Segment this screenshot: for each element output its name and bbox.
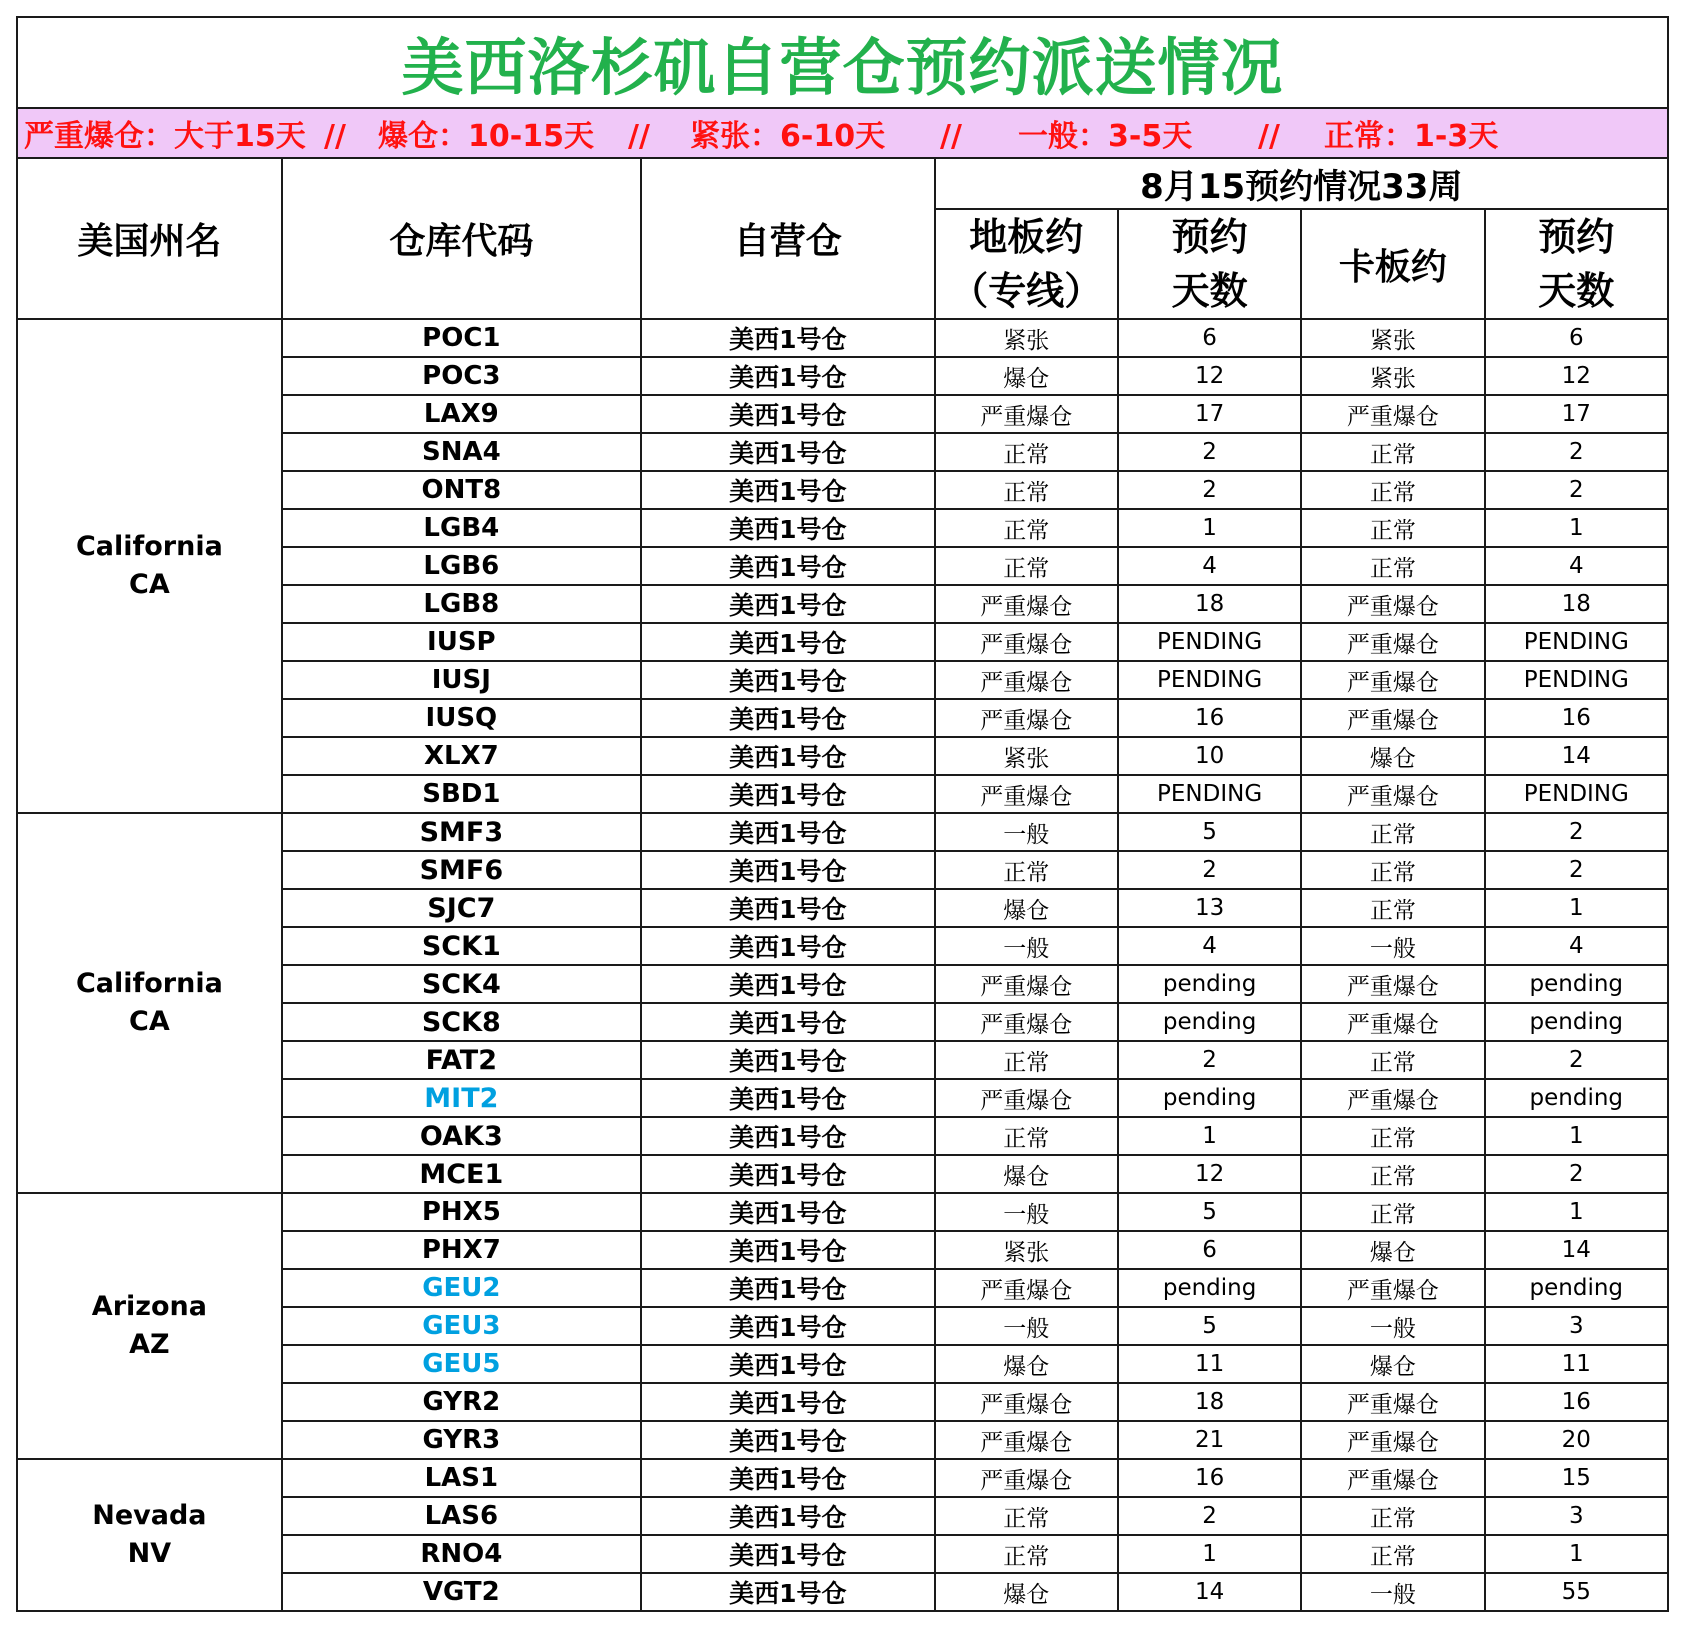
warehouse-code: PHX5 xyxy=(282,1193,641,1231)
warehouse-code: OAK3 xyxy=(282,1117,641,1155)
pallet-status: 爆仓 xyxy=(1301,1231,1484,1269)
warehouse-name: 美西1号仓 xyxy=(641,965,935,1003)
pallet-days: PENDING xyxy=(1485,661,1668,699)
floor-status: 严重爆仓 xyxy=(935,395,1118,433)
header-code: 仓库代码 xyxy=(282,158,641,319)
floor-status: 正常 xyxy=(935,547,1118,585)
warehouse-name: 美西1号仓 xyxy=(641,1383,935,1421)
pallet-days: 20 xyxy=(1485,1421,1668,1459)
warehouse-name: 美西1号仓 xyxy=(641,661,935,699)
floor-days: 2 xyxy=(1118,1041,1301,1079)
pallet-days: 4 xyxy=(1485,927,1668,965)
pallet-days: 16 xyxy=(1485,699,1668,737)
warehouse-name: 美西1号仓 xyxy=(641,547,935,585)
floor-status: 正常 xyxy=(935,1497,1118,1535)
floor-days: PENDING xyxy=(1118,661,1301,699)
floor-status: 严重爆仓 xyxy=(935,623,1118,661)
warehouse-code: IUSP xyxy=(282,623,641,661)
pallet-status: 正常 xyxy=(1301,1155,1484,1193)
warehouse-code: SNA4 xyxy=(282,433,641,471)
pallet-status: 严重爆仓 xyxy=(1301,965,1484,1003)
floor-days: PENDING xyxy=(1118,623,1301,661)
warehouse-name: 美西1号仓 xyxy=(641,1155,935,1193)
pallet-days: 11 xyxy=(1485,1345,1668,1383)
warehouse-code: LAS1 xyxy=(282,1459,641,1497)
warehouse-code: GYR3 xyxy=(282,1421,641,1459)
pallet-days: 6 xyxy=(1485,319,1668,357)
floor-days: 14 xyxy=(1118,1573,1301,1611)
floor-days: pending xyxy=(1118,1269,1301,1307)
pallet-days: 55 xyxy=(1485,1573,1668,1611)
pallet-status: 正常 xyxy=(1301,1193,1484,1231)
floor-status: 严重爆仓 xyxy=(935,699,1118,737)
warehouse-code: XLX7 xyxy=(282,737,641,775)
table-row xyxy=(17,319,1668,357)
state-name: California CA xyxy=(17,319,282,813)
pallet-days: 16 xyxy=(1485,1383,1668,1421)
schedule-table xyxy=(16,16,1669,1612)
warehouse-name: 美西1号仓 xyxy=(641,1079,935,1117)
pallet-days: PENDING xyxy=(1485,623,1668,661)
warehouse-name: 美西1号仓 xyxy=(641,699,935,737)
floor-status: 正常 xyxy=(935,509,1118,547)
pallet-days: 3 xyxy=(1485,1307,1668,1345)
warehouse-name: 美西1号仓 xyxy=(641,357,935,395)
floor-days: 12 xyxy=(1118,357,1301,395)
warehouse-code: POC3 xyxy=(282,357,641,395)
pallet-status: 严重爆仓 xyxy=(1301,623,1484,661)
floor-days: pending xyxy=(1118,1079,1301,1117)
warehouse-name: 美西1号仓 xyxy=(641,889,935,927)
floor-status: 正常 xyxy=(935,1535,1118,1573)
floor-days: 2 xyxy=(1118,851,1301,889)
pallet-days: 1 xyxy=(1485,1193,1668,1231)
pallet-days: 18 xyxy=(1485,585,1668,623)
floor-status: 严重爆仓 xyxy=(935,1383,1118,1421)
floor-days: 18 xyxy=(1118,1383,1301,1421)
floor-status: 正常 xyxy=(935,471,1118,509)
pallet-days: pending xyxy=(1485,1079,1668,1117)
header-floor: 地板约（专线） xyxy=(935,209,1118,319)
floor-status: 严重爆仓 xyxy=(935,661,1118,699)
floor-days: 16 xyxy=(1118,1459,1301,1497)
pallet-days: 1 xyxy=(1485,1535,1668,1573)
floor-days: 16 xyxy=(1118,699,1301,737)
floor-status: 一般 xyxy=(935,813,1118,851)
floor-days: pending xyxy=(1118,965,1301,1003)
warehouse-code: GEU3 xyxy=(282,1307,641,1345)
pallet-status: 严重爆仓 xyxy=(1301,699,1484,737)
legend-separator: // xyxy=(628,119,650,154)
floor-status: 爆仓 xyxy=(935,1573,1118,1611)
warehouse-name: 美西1号仓 xyxy=(641,433,935,471)
warehouse-code: MIT2 xyxy=(282,1079,641,1117)
warehouse-name: 美西1号仓 xyxy=(641,927,935,965)
floor-status: 正常 xyxy=(935,851,1118,889)
warehouse-code: LGB6 xyxy=(282,547,641,585)
pallet-days: pending xyxy=(1485,1003,1668,1041)
floor-days: 2 xyxy=(1118,433,1301,471)
warehouse-name: 美西1号仓 xyxy=(641,1193,935,1231)
floor-status: 严重爆仓 xyxy=(935,1459,1118,1497)
floor-days: 5 xyxy=(1118,1307,1301,1345)
warehouse-code: LAX9 xyxy=(282,395,641,433)
floor-status: 正常 xyxy=(935,1041,1118,1079)
warehouse-name: 美西1号仓 xyxy=(641,509,935,547)
pallet-days: 1 xyxy=(1485,1117,1668,1155)
pallet-days: 3 xyxy=(1485,1497,1668,1535)
warehouse-name: 美西1号仓 xyxy=(641,737,935,775)
header-warehouse: 自营仓 xyxy=(641,158,935,319)
warehouse-name: 美西1号仓 xyxy=(641,623,935,661)
table-row xyxy=(17,1459,1668,1497)
page-title: 美西洛杉矶自营仓预约派送情况 xyxy=(17,17,1668,108)
pallet-status: 严重爆仓 xyxy=(1301,775,1484,813)
pallet-days: 14 xyxy=(1485,737,1668,775)
pallet-status: 严重爆仓 xyxy=(1301,1079,1484,1117)
floor-status: 严重爆仓 xyxy=(935,585,1118,623)
floor-status: 爆仓 xyxy=(935,1345,1118,1383)
legend-bar xyxy=(17,108,1668,158)
warehouse-code: GEU2 xyxy=(282,1269,641,1307)
warehouse-name: 美西1号仓 xyxy=(641,1497,935,1535)
pallet-status: 严重爆仓 xyxy=(1301,1383,1484,1421)
warehouse-code: SBD1 xyxy=(282,775,641,813)
pallet-status: 正常 xyxy=(1301,813,1484,851)
warehouse-code: GYR2 xyxy=(282,1383,641,1421)
floor-days: pending xyxy=(1118,1003,1301,1041)
floor-status: 严重爆仓 xyxy=(935,775,1118,813)
floor-days: PENDING xyxy=(1118,775,1301,813)
pallet-status: 紧张 xyxy=(1301,357,1484,395)
floor-days: 18 xyxy=(1118,585,1301,623)
pallet-days: 2 xyxy=(1485,1155,1668,1193)
warehouse-code: SCK1 xyxy=(282,927,641,965)
pallet-days: 15 xyxy=(1485,1459,1668,1497)
header-floor-days: 预约天数 xyxy=(1118,209,1301,319)
pallet-days: PENDING xyxy=(1485,775,1668,813)
floor-status: 紧张 xyxy=(935,1231,1118,1269)
pallet-days: 2 xyxy=(1485,471,1668,509)
pallet-status: 严重爆仓 xyxy=(1301,1421,1484,1459)
warehouse-code: FAT2 xyxy=(282,1041,641,1079)
warehouse-name: 美西1号仓 xyxy=(641,1421,935,1459)
warehouse-name: 美西1号仓 xyxy=(641,1003,935,1041)
pallet-status: 严重爆仓 xyxy=(1301,1269,1484,1307)
pallet-status: 严重爆仓 xyxy=(1301,1459,1484,1497)
warehouse-code: IUSQ xyxy=(282,699,641,737)
warehouse-name: 美西1号仓 xyxy=(641,1307,935,1345)
pallet-status: 一般 xyxy=(1301,1573,1484,1611)
floor-status: 一般 xyxy=(935,1307,1118,1345)
warehouse-name: 美西1号仓 xyxy=(641,319,935,357)
warehouse-code: SMF3 xyxy=(282,813,641,851)
pallet-status: 一般 xyxy=(1301,927,1484,965)
floor-status: 爆仓 xyxy=(935,357,1118,395)
pallet-status: 严重爆仓 xyxy=(1301,1003,1484,1041)
warehouse-code: MCE1 xyxy=(282,1155,641,1193)
warehouse-code: GEU5 xyxy=(282,1345,641,1383)
floor-days: 1 xyxy=(1118,1117,1301,1155)
warehouse-name: 美西1号仓 xyxy=(641,1231,935,1269)
legend-normal-ish: 一般：3-5天 xyxy=(1018,119,1193,154)
warehouse-name: 美西1号仓 xyxy=(641,851,935,889)
floor-days: 6 xyxy=(1118,319,1301,357)
legend-separator: // xyxy=(1258,119,1280,154)
pallet-status: 正常 xyxy=(1301,1497,1484,1535)
floor-days: 17 xyxy=(1118,395,1301,433)
pallet-status: 正常 xyxy=(1301,1041,1484,1079)
pallet-days: 17 xyxy=(1485,395,1668,433)
pallet-status: 正常 xyxy=(1301,547,1484,585)
warehouse-name: 美西1号仓 xyxy=(641,1459,935,1497)
pallet-status: 正常 xyxy=(1301,471,1484,509)
floor-days: 12 xyxy=(1118,1155,1301,1193)
legend-separator: // xyxy=(324,119,346,154)
pallet-status: 正常 xyxy=(1301,433,1484,471)
pallet-status: 紧张 xyxy=(1301,319,1484,357)
floor-days: 13 xyxy=(1118,889,1301,927)
table-row xyxy=(17,1193,1668,1231)
pallet-days: pending xyxy=(1485,965,1668,1003)
header-state: 美国州名 xyxy=(17,158,282,319)
pallet-days: 2 xyxy=(1485,813,1668,851)
warehouse-name: 美西1号仓 xyxy=(641,1269,935,1307)
floor-status: 紧张 xyxy=(935,319,1118,357)
floor-days: 1 xyxy=(1118,509,1301,547)
pallet-days: pending xyxy=(1485,1269,1668,1307)
floor-status: 紧张 xyxy=(935,737,1118,775)
warehouse-code: SCK8 xyxy=(282,1003,641,1041)
state-name: Arizona AZ xyxy=(17,1193,282,1459)
warehouse-code: ONT8 xyxy=(282,471,641,509)
warehouse-code: RNO4 xyxy=(282,1535,641,1573)
legend-full: 爆仓：10-15天 xyxy=(378,119,594,154)
state-name: California CA xyxy=(17,813,282,1193)
floor-days: 6 xyxy=(1118,1231,1301,1269)
floor-status: 严重爆仓 xyxy=(935,1421,1118,1459)
floor-status: 爆仓 xyxy=(935,1155,1118,1193)
floor-days: 10 xyxy=(1118,737,1301,775)
warehouse-name: 美西1号仓 xyxy=(641,775,935,813)
floor-days: 1 xyxy=(1118,1535,1301,1573)
floor-days: 5 xyxy=(1118,813,1301,851)
pallet-status: 正常 xyxy=(1301,1535,1484,1573)
pallet-days: 1 xyxy=(1485,889,1668,927)
legend-severe: 严重爆仓：大于15天 xyxy=(24,119,306,154)
pallet-status: 严重爆仓 xyxy=(1301,395,1484,433)
warehouse-name: 美西1号仓 xyxy=(641,1345,935,1383)
warehouse-name: 美西1号仓 xyxy=(641,1117,935,1155)
pallet-status: 爆仓 xyxy=(1301,1345,1484,1383)
warehouse-code: LGB8 xyxy=(282,585,641,623)
pallet-status: 严重爆仓 xyxy=(1301,661,1484,699)
floor-days: 4 xyxy=(1118,927,1301,965)
pallet-days: 4 xyxy=(1485,547,1668,585)
legend-separator: // xyxy=(940,119,962,154)
warehouse-name: 美西1号仓 xyxy=(641,471,935,509)
pallet-days: 14 xyxy=(1485,1231,1668,1269)
floor-status: 一般 xyxy=(935,1193,1118,1231)
warehouse-code: PHX7 xyxy=(282,1231,641,1269)
pallet-days: 2 xyxy=(1485,433,1668,471)
warehouse-code: IUSJ xyxy=(282,661,641,699)
warehouse-name: 美西1号仓 xyxy=(641,1573,935,1611)
legend-tight: 紧张：6-10天 xyxy=(690,119,886,154)
pallet-days: 2 xyxy=(1485,1041,1668,1079)
warehouse-name: 美西1号仓 xyxy=(641,395,935,433)
warehouse-code: SCK4 xyxy=(282,965,641,1003)
pallet-status: 正常 xyxy=(1301,851,1484,889)
floor-days: 2 xyxy=(1118,471,1301,509)
pallet-status: 正常 xyxy=(1301,509,1484,547)
warehouse-code: POC1 xyxy=(282,319,641,357)
pallet-status: 严重爆仓 xyxy=(1301,585,1484,623)
warehouse-code: LGB4 xyxy=(282,509,641,547)
floor-days: 4 xyxy=(1118,547,1301,585)
pallet-status: 正常 xyxy=(1301,889,1484,927)
header-pallet-days: 预约天数 xyxy=(1485,209,1668,319)
floor-status: 正常 xyxy=(935,433,1118,471)
floor-status: 严重爆仓 xyxy=(935,965,1118,1003)
legend-normal: 正常：1-3天 xyxy=(1324,119,1499,154)
header-date-group: 8月15预约情况33周 xyxy=(935,158,1668,209)
warehouse-name: 美西1号仓 xyxy=(641,1041,935,1079)
warehouse-code: LAS6 xyxy=(282,1497,641,1535)
floor-days: 11 xyxy=(1118,1345,1301,1383)
warehouse-code: SMF6 xyxy=(282,851,641,889)
pallet-days: 2 xyxy=(1485,851,1668,889)
state-name: Nevada NV xyxy=(17,1459,282,1611)
table-row xyxy=(17,813,1668,851)
pallet-days: 12 xyxy=(1485,357,1668,395)
floor-status: 正常 xyxy=(935,1117,1118,1155)
pallet-status: 正常 xyxy=(1301,1117,1484,1155)
floor-days: 21 xyxy=(1118,1421,1301,1459)
floor-days: 5 xyxy=(1118,1193,1301,1231)
floor-days: 2 xyxy=(1118,1497,1301,1535)
floor-status: 严重爆仓 xyxy=(935,1269,1118,1307)
pallet-days: 1 xyxy=(1485,509,1668,547)
pallet-status: 爆仓 xyxy=(1301,737,1484,775)
warehouse-name: 美西1号仓 xyxy=(641,585,935,623)
pallet-status: 一般 xyxy=(1301,1307,1484,1345)
warehouse-name: 美西1号仓 xyxy=(641,1535,935,1573)
floor-status: 严重爆仓 xyxy=(935,1003,1118,1041)
header-pallet: 卡板约 xyxy=(1301,209,1484,319)
floor-status: 爆仓 xyxy=(935,889,1118,927)
warehouse-code: VGT2 xyxy=(282,1573,641,1611)
floor-status: 严重爆仓 xyxy=(935,1079,1118,1117)
floor-status: 一般 xyxy=(935,927,1118,965)
warehouse-name: 美西1号仓 xyxy=(641,813,935,851)
warehouse-code: SJC7 xyxy=(282,889,641,927)
